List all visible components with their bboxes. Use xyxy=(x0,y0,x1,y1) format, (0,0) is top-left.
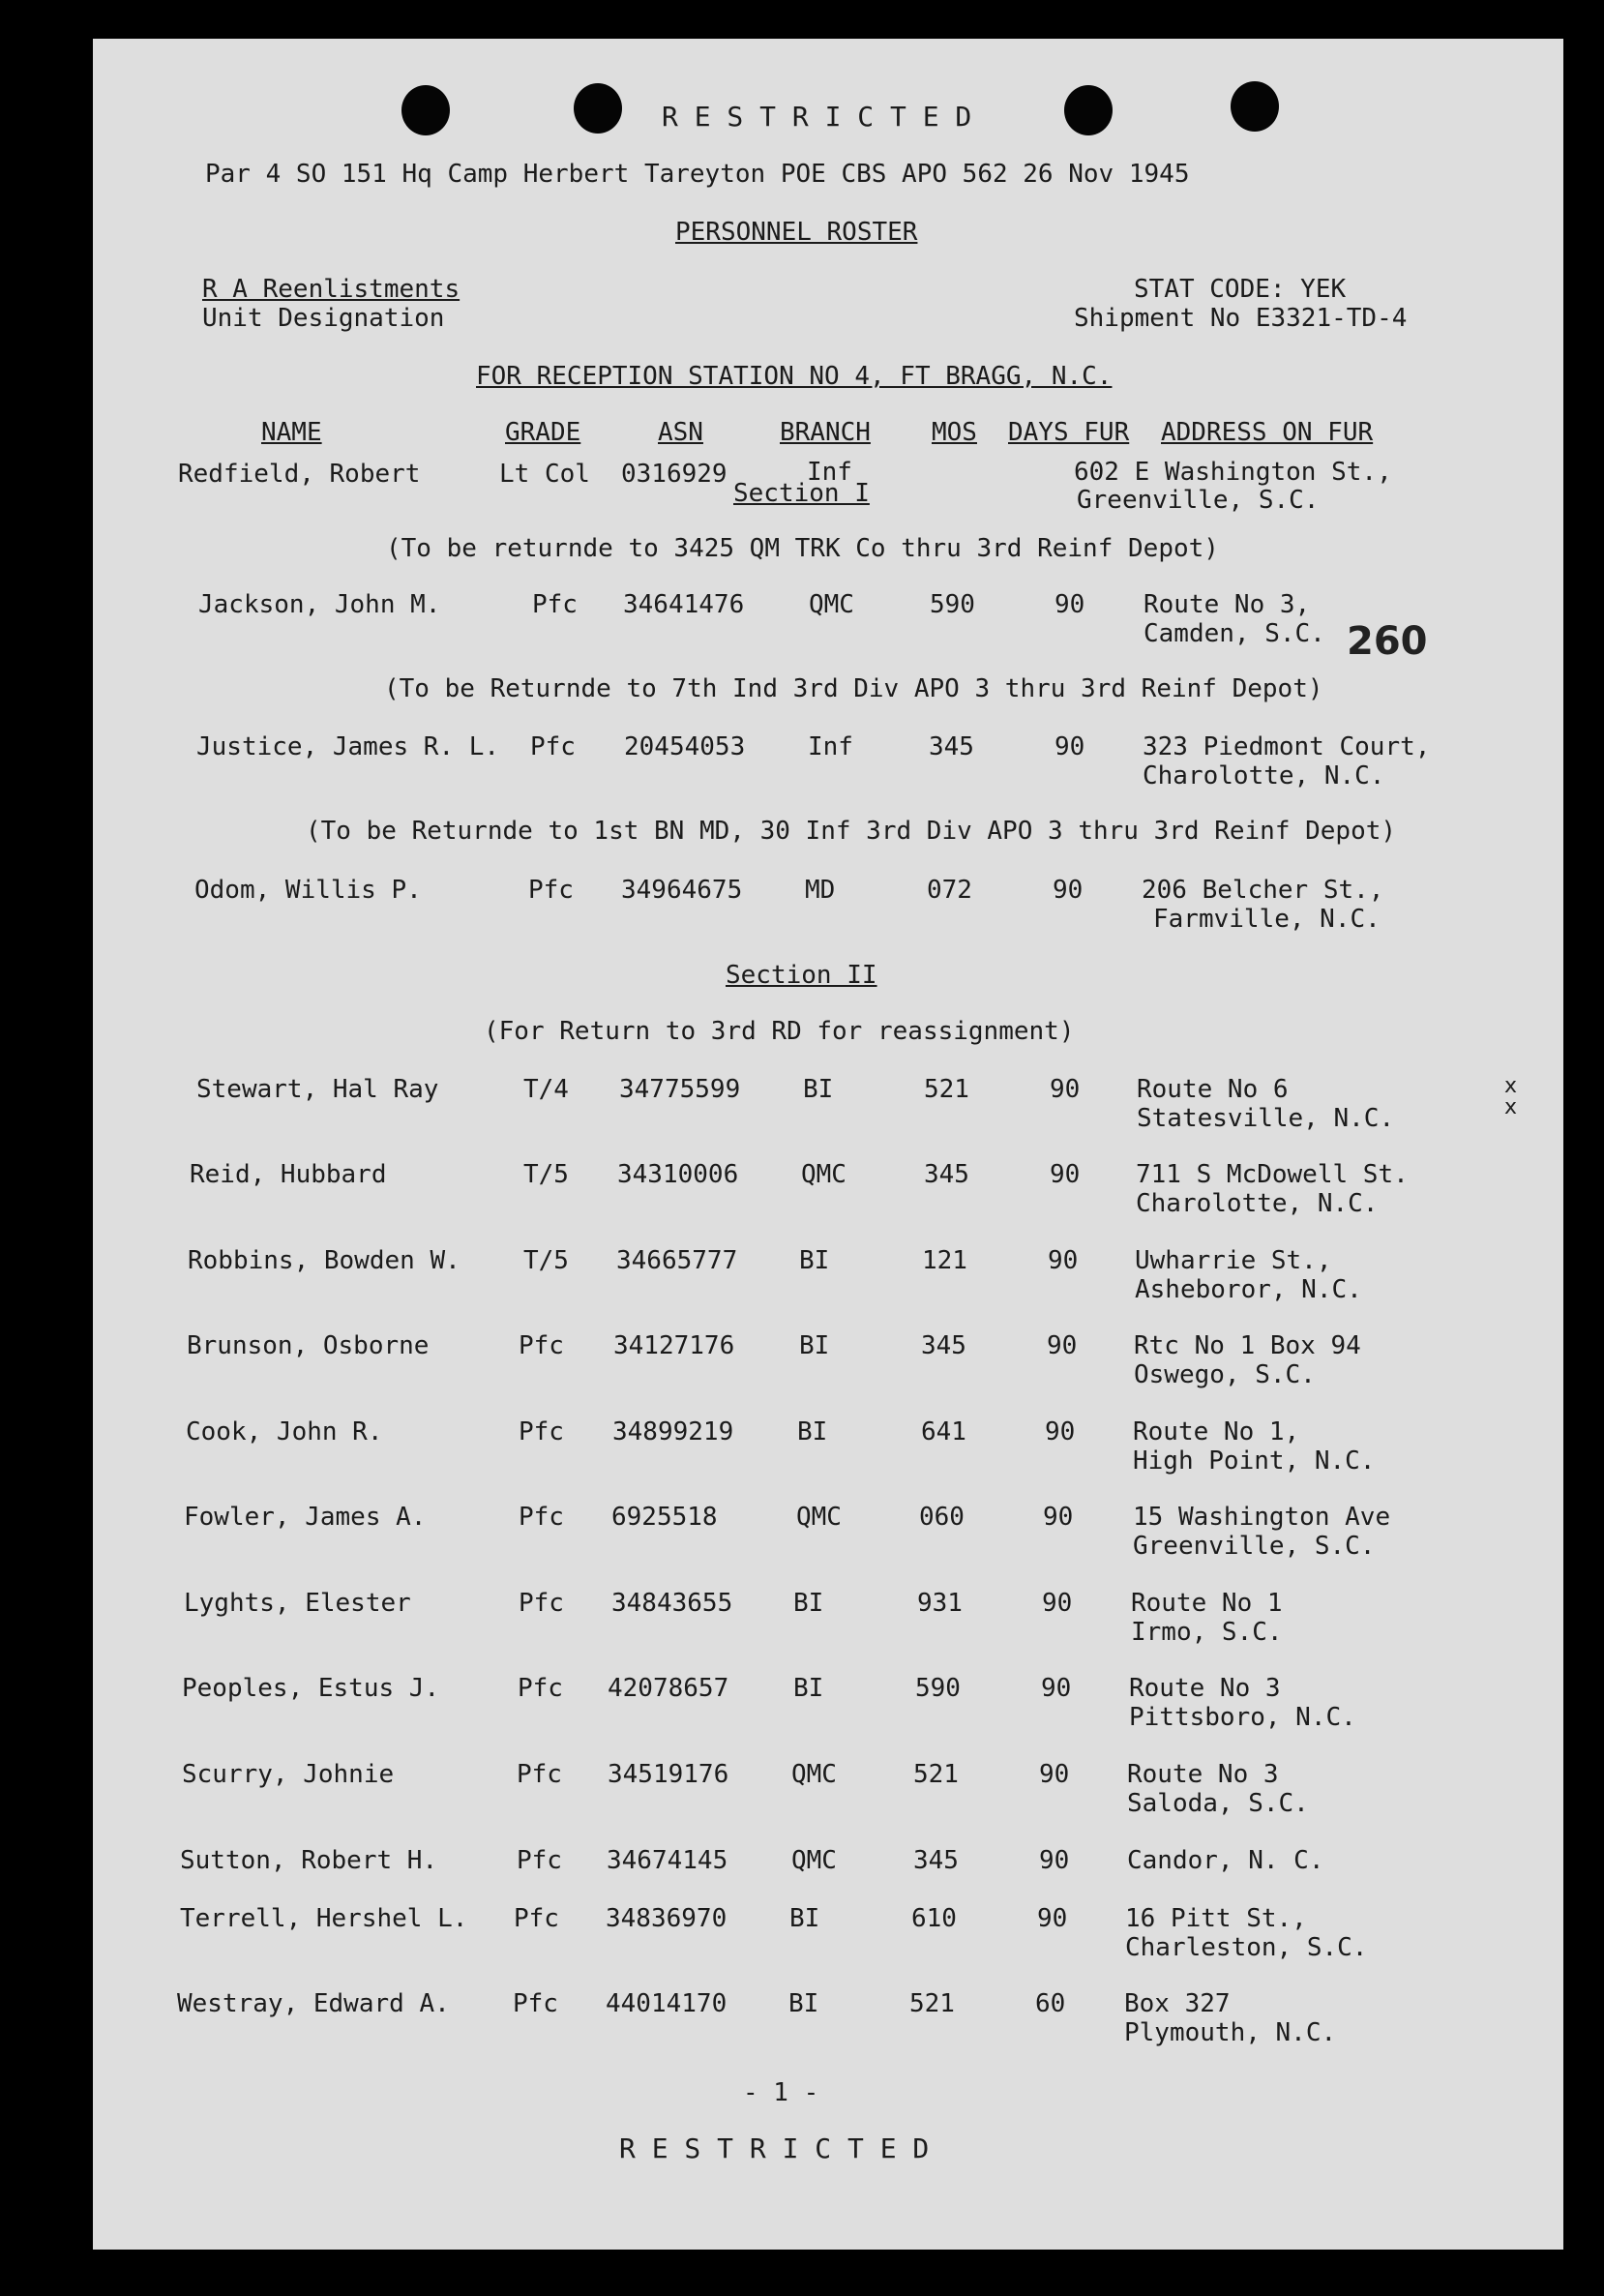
row-asn: 34674145 xyxy=(607,1846,728,1875)
row-mos: 121 xyxy=(922,1246,967,1275)
row-asn: 34899219 xyxy=(612,1417,734,1446)
row-branch: BI xyxy=(799,1331,830,1360)
row-asn: 34836970 xyxy=(606,1904,728,1933)
row-name: Robbins, Bowden W. xyxy=(188,1246,460,1275)
shipment-number: Shipment No E3321-TD-4 xyxy=(1074,304,1408,333)
row-mos: 641 xyxy=(921,1417,966,1446)
row-asn: 42078657 xyxy=(608,1674,729,1703)
row-asn: 6925518 xyxy=(611,1503,718,1532)
punch-hole-2 xyxy=(574,83,622,134)
row-name: Cook, John R. xyxy=(186,1417,383,1446)
row-address-line1: Route No 3, xyxy=(1144,590,1311,619)
row-address-line2: Asheboror, N.C. xyxy=(1135,1275,1362,1304)
row-name: Brunson, Osborne xyxy=(187,1331,430,1360)
row-branch: BI xyxy=(793,1589,824,1618)
page-number: - 1 - xyxy=(743,2078,819,2107)
row-name: Sutton, Robert H. xyxy=(180,1846,438,1875)
row-branch: BI xyxy=(799,1246,830,1275)
row-days-fur: 90 xyxy=(1042,1589,1073,1618)
row-mos: 590 xyxy=(930,590,975,619)
row-grade: T/5 xyxy=(523,1246,569,1275)
officer-address-line2: Greenville, S.C. xyxy=(1077,486,1320,515)
row-address-line1: Candor, N. C. xyxy=(1127,1846,1324,1875)
row-name: Justice, James R. L. xyxy=(196,732,500,761)
row-mos: 060 xyxy=(919,1503,965,1532)
row-grade: Pfc xyxy=(514,1904,559,1933)
section-1-group-2-note: (To be Returnde to 7th Ind 3rd Div APO 3 thru 3rd Reinf Depot) xyxy=(384,674,1323,703)
row-branch: BI xyxy=(793,1674,824,1703)
row-asn: 34775599 xyxy=(619,1075,741,1104)
row-mos: 345 xyxy=(924,1160,969,1189)
row-name: Reid, Hubbard xyxy=(190,1160,387,1189)
row-address-line2: Pittsboro, N.C. xyxy=(1129,1703,1356,1732)
row-branch: QMC xyxy=(801,1160,847,1189)
row-address-line1: Route No 1 xyxy=(1131,1589,1283,1618)
row-asn: 34519176 xyxy=(608,1760,729,1789)
row-asn: 34665777 xyxy=(616,1246,738,1275)
row-address-line1: Box 327 xyxy=(1124,1989,1231,2018)
row-asn: 44014170 xyxy=(606,1989,728,2018)
row-days-fur: 90 xyxy=(1054,590,1085,619)
row-asn: 34310006 xyxy=(617,1160,739,1189)
row-grade: Pfc xyxy=(532,590,578,619)
row-days-fur: 90 xyxy=(1047,1331,1078,1360)
row-mos: 931 xyxy=(917,1589,963,1618)
row-mos: 610 xyxy=(911,1904,957,1933)
row-grade: Pfc xyxy=(519,1503,564,1532)
row-days-fur: 90 xyxy=(1054,732,1085,761)
row-name: Terrell, Hershel L. xyxy=(180,1904,468,1933)
row-address-line1: Route No 6 xyxy=(1137,1075,1289,1104)
column-header-grade: GRADE xyxy=(505,418,581,447)
row-branch: Inf xyxy=(808,732,853,761)
row-days-fur: 90 xyxy=(1053,876,1084,905)
order-line: Par 4 SO 151 Hq Camp Herbert Tareyton POE CBS APO 562 26 Nov 1945 xyxy=(205,160,1190,189)
row-mos: 072 xyxy=(927,876,972,905)
row-grade: Pfc xyxy=(519,1589,564,1618)
row-asn: 34127176 xyxy=(613,1331,735,1360)
section-1-group-1-note: (To be returnde to 3425 QM TRK Co thru 3rd Reinf Depot) xyxy=(386,534,1219,563)
punch-hole-1 xyxy=(401,85,450,135)
row-mos: 521 xyxy=(924,1075,969,1104)
column-header-name: NAME xyxy=(261,418,322,447)
row-branch: QMC xyxy=(791,1846,837,1875)
officer-branch: Inf xyxy=(807,458,852,487)
section-2-note: (For Return to 3rd RD for reassignment) xyxy=(484,1017,1075,1046)
row-address-line2: Greenville, S.C. xyxy=(1133,1532,1376,1561)
officer-name: Redfield, Robert xyxy=(178,460,421,489)
row-days-fur: 90 xyxy=(1043,1503,1074,1532)
row-days-fur: 90 xyxy=(1041,1674,1072,1703)
row-grade: Pfc xyxy=(517,1760,562,1789)
row-days-fur: 90 xyxy=(1039,1760,1070,1789)
row-name: Fowler, James A. xyxy=(184,1503,427,1532)
row-address-line1: Uwharrie St., xyxy=(1135,1246,1332,1275)
row-days-fur: 60 xyxy=(1035,1989,1066,2018)
row-branch: BI xyxy=(797,1417,828,1446)
row-name: Stewart, Hal Ray xyxy=(196,1075,439,1104)
row-address-line1: Route No 1, xyxy=(1133,1417,1300,1446)
row-address-line1: Route No 3 xyxy=(1127,1760,1279,1789)
classification-bottom: R E S T R I C T E D xyxy=(619,2132,930,2164)
row-address-line2: Plymouth, N.C. xyxy=(1124,2018,1337,2047)
row-branch: BI xyxy=(803,1075,834,1104)
row-grade: T/4 xyxy=(523,1075,569,1104)
row-mos: 345 xyxy=(929,732,974,761)
row-grade: T/5 xyxy=(523,1160,569,1189)
row-name: Westray, Edward A. xyxy=(177,1989,450,2018)
row-days-fur: 90 xyxy=(1039,1846,1070,1875)
row-branch: BI xyxy=(788,1989,819,2018)
row-days-fur: 90 xyxy=(1048,1246,1079,1275)
row-address-line1: 206 Belcher St., xyxy=(1142,876,1384,905)
stat-code: STAT CODE: YEK xyxy=(1134,275,1347,304)
row-grade: Pfc xyxy=(519,1417,564,1446)
row-address-line2: Statesville, N.C. xyxy=(1137,1104,1395,1133)
punch-hole-3 xyxy=(1064,85,1113,135)
row-address-line1: 711 S McDowell St. xyxy=(1136,1160,1409,1189)
row-grade: Pfc xyxy=(530,732,576,761)
row-mos: 521 xyxy=(909,1989,955,2018)
section-2-title: Section II xyxy=(726,961,877,990)
unit-name: R A Reenlistments xyxy=(202,275,460,304)
row-grade: Pfc xyxy=(528,876,574,905)
row-address-line2: Oswego, S.C. xyxy=(1134,1360,1316,1389)
row-branch: QMC xyxy=(796,1503,842,1532)
row-mos: 590 xyxy=(915,1674,961,1703)
row-asn: 34641476 xyxy=(623,590,745,619)
column-header-address: ADDRESS ON FUR xyxy=(1161,418,1374,447)
row-grade: Pfc xyxy=(519,1331,564,1360)
officer-grade: Lt Col xyxy=(499,460,590,489)
handwritten-page-number: 260 xyxy=(1347,619,1428,664)
classification-top: R E S T R I C T E D xyxy=(662,101,972,133)
roster-title: PERSONNEL ROSTER xyxy=(675,218,918,247)
row-mos: 345 xyxy=(921,1331,966,1360)
section-1-title: Section I xyxy=(733,479,870,508)
row-branch: BI xyxy=(789,1904,820,1933)
officer-address-line1: 602 E Washington St., xyxy=(1074,458,1392,487)
row-grade: Pfc xyxy=(513,1989,558,2018)
row-address-line2: Farmville, N.C. xyxy=(1153,905,1381,934)
margin-check-marks: x x xyxy=(1504,1074,1518,1119)
row-address-line1: 16 Pitt St., xyxy=(1125,1904,1307,1933)
row-address-line2: Charolotte, N.C. xyxy=(1136,1189,1379,1218)
column-header-days-fur: DAYS FUR xyxy=(1008,418,1130,447)
row-branch: QMC xyxy=(809,590,854,619)
row-days-fur: 90 xyxy=(1050,1160,1081,1189)
row-branch: QMC xyxy=(791,1760,837,1789)
row-asn: 34964675 xyxy=(621,876,743,905)
row-grade: Pfc xyxy=(518,1674,563,1703)
row-asn: 34843655 xyxy=(611,1589,733,1618)
row-address-line2: Saloda, S.C. xyxy=(1127,1789,1309,1818)
row-name: Odom, Willis P. xyxy=(194,876,422,905)
punch-hole-4 xyxy=(1231,81,1279,132)
column-header-asn: ASN xyxy=(658,418,703,447)
row-address-line2: Charleston, S.C. xyxy=(1125,1933,1368,1962)
officer-asn: 0316929 xyxy=(621,460,728,489)
row-days-fur: 90 xyxy=(1045,1417,1076,1446)
row-name: Jackson, John M. xyxy=(198,590,441,619)
row-days-fur: 90 xyxy=(1037,1904,1068,1933)
unit-designation-label: Unit Designation xyxy=(202,304,445,333)
row-address-line1: 15 Washington Ave xyxy=(1133,1503,1391,1532)
row-name: Peoples, Estus J. xyxy=(182,1674,440,1703)
row-address-line1: Rtc No 1 Box 94 xyxy=(1134,1331,1361,1360)
row-address-line1: 323 Piedmont Court, xyxy=(1143,732,1431,761)
row-address-line2: Charolotte, N.C. xyxy=(1143,761,1385,790)
row-name: Scurry, Johnie xyxy=(182,1760,395,1789)
row-address-line2: High Point, N.C. xyxy=(1133,1446,1376,1476)
column-header-branch: BRANCH xyxy=(780,418,871,447)
row-name: Lyghts, Elester xyxy=(184,1589,411,1618)
section-1-group-3-note: (To be Returnde to 1st BN MD, 30 Inf 3rd Div APO 3 thru 3rd Reinf Depot) xyxy=(306,817,1397,846)
row-grade: Pfc xyxy=(517,1846,562,1875)
row-mos: 521 xyxy=(913,1760,959,1789)
row-address-line2: Irmo, S.C. xyxy=(1131,1618,1283,1647)
row-mos: 345 xyxy=(913,1846,959,1875)
row-address-line2: Camden, S.C. xyxy=(1144,619,1325,648)
row-address-line1: Route No 3 xyxy=(1129,1674,1281,1703)
row-days-fur: 90 xyxy=(1050,1075,1081,1104)
row-branch: MD xyxy=(805,876,836,905)
row-asn: 20454053 xyxy=(624,732,746,761)
destination-line: FOR RECEPTION STATION NO 4, FT BRAGG, N.C. xyxy=(476,362,1113,391)
column-header-mos: MOS xyxy=(932,418,977,447)
